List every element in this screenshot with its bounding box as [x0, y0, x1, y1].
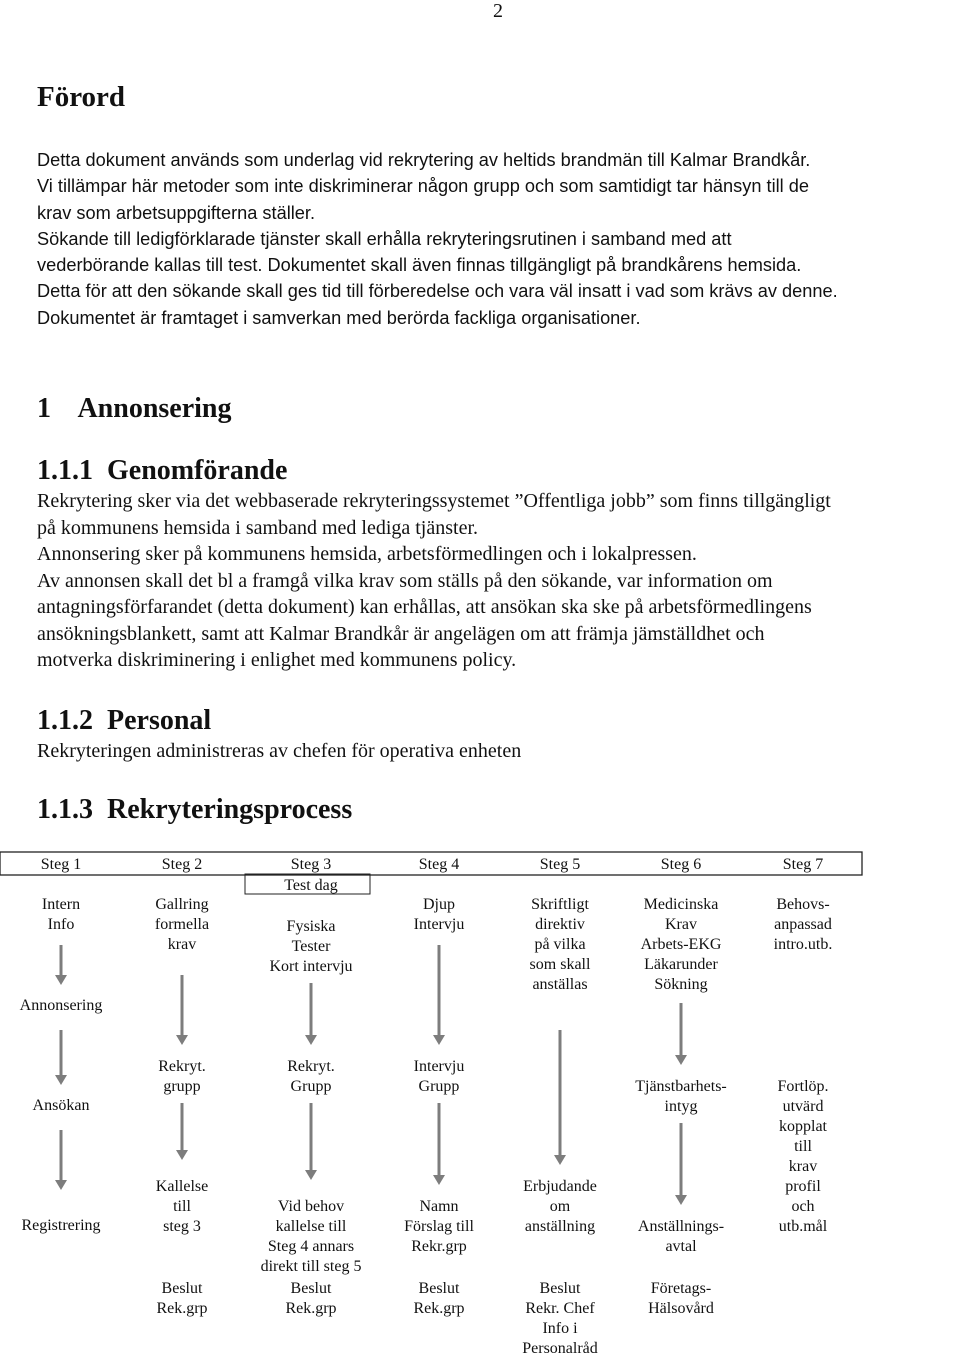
cell-line: anpassad — [774, 916, 832, 933]
cell-line: krav — [788, 1158, 818, 1175]
cell-line: anställas — [532, 976, 588, 993]
arrow-down-icon — [55, 1075, 67, 1085]
step7-behovsanpassad — [774, 895, 833, 955]
cell-line: Beslut — [161, 1280, 203, 1297]
cell-line: Rekr. Chef — [525, 1300, 595, 1317]
cell-line: och — [791, 1198, 815, 1215]
arrow-down-icon — [305, 1035, 317, 1045]
arrow-group — [55, 945, 687, 1205]
text-line: krav som arbetsuppgifterna ställer. — [37, 202, 315, 223]
cell-line: Kallelse — [155, 1178, 209, 1195]
arrow-down-icon — [675, 1195, 687, 1205]
step7-fortlop-utvard — [777, 1077, 828, 1237]
cell-line: Medicinska — [643, 896, 719, 913]
cell-line: utvärd — [782, 1098, 824, 1115]
step-header: Steg 3 — [290, 856, 332, 873]
cell-line: Erbjudande — [523, 1178, 597, 1195]
text-line: ansökningsblankett, samt att Kalmar Brandkår är angelägen om att främja jämställdhet och — [37, 622, 765, 645]
cell-line: Intervju — [413, 1058, 465, 1075]
arrow-down-icon — [55, 1180, 67, 1190]
step6-anstallningsavtal — [638, 1217, 724, 1257]
cell-line: som skall — [529, 956, 591, 973]
step4-beslut — [413, 1279, 464, 1319]
step4-intervju-grupp — [414, 1057, 465, 1097]
cell-line: direktiv — [535, 916, 585, 933]
step5-skriftligt-direktiv — [530, 895, 591, 995]
section-heading-annonsering: 1 Annonsering — [37, 393, 232, 424]
text-line: vederbörande kallas till test. Dokumentet skall även finnas tillgängligt på brandkårens hemsida. — [37, 255, 802, 276]
cell-line: Registrering — [21, 1217, 101, 1234]
cell-line: Gallring — [155, 896, 209, 913]
cell-line: Info i — [542, 1320, 578, 1337]
cell-line: formella — [154, 916, 210, 933]
step6-medicinska-krav — [641, 895, 722, 995]
cell-line: Beslut — [418, 1280, 460, 1297]
cell-line: Arbets-EKG — [640, 936, 722, 953]
text-line: Sökande till ledigförklarade tjänster skall erhålla rekryteringsrutinen i samband med att — [37, 228, 732, 249]
text-line: på kommunens hemsida i samband med lediga tjänster. — [37, 516, 479, 539]
text-line: Av annonsen skall det bl a framgå vilka krav som ställs på den sökande, var information om — [37, 569, 773, 592]
cell-line: Ansökan — [32, 1097, 90, 1114]
step6-foretagshalsovard — [648, 1279, 714, 1319]
text-line: Detta för att den sökande skall ges tid till förberedelse och vara väl insatt i vad som krävs av denne. — [37, 281, 838, 302]
foreword-heading: Förord — [37, 81, 126, 113]
cell-line: Djup — [423, 896, 455, 913]
cell-line: utb.mål — [778, 1218, 828, 1235]
cell-line: Krav — [665, 916, 697, 933]
section-heading-personal: 1.1.2 Personal — [37, 705, 212, 736]
arrow-down-icon — [433, 1175, 445, 1185]
text-line: Annonsering sker på kommunens hemsida, arbetsförmedlingen och i lokalpressen. — [37, 543, 697, 565]
step5-erbjudande — [523, 1177, 597, 1237]
cell-line: steg 3 — [163, 1218, 201, 1235]
cell-line: profil — [785, 1178, 821, 1195]
cell-line: Grupp — [418, 1078, 460, 1095]
cell-line: avtal — [665, 1238, 697, 1255]
cell-line: Info — [47, 916, 75, 933]
step2-gallring — [155, 895, 209, 955]
cell-line: om — [549, 1198, 571, 1215]
cell-line: Rekr.grp — [411, 1238, 467, 1255]
cell-line: Rekryt. — [158, 1058, 206, 1075]
cell-line: kopplat — [779, 1118, 827, 1135]
cell-line: direkt till steg 5 — [260, 1258, 362, 1275]
cell-line: Tester — [291, 938, 331, 955]
cell-line: intro.utb. — [773, 936, 833, 953]
cell-line: Läkarunder — [644, 956, 718, 973]
cell-line: Beslut — [539, 1280, 581, 1297]
cell-line: Personalråd — [522, 1340, 598, 1357]
arrow-down-icon — [554, 1155, 566, 1165]
step-header: Steg 7 — [782, 856, 824, 873]
cell-line: anställning — [524, 1218, 596, 1235]
cell-line: till — [173, 1198, 191, 1215]
cell-line: Sökning — [654, 976, 708, 993]
cell-line: intyg — [664, 1098, 698, 1115]
cell-line: Test dag — [284, 877, 338, 894]
cell-line: Vid behov — [277, 1198, 345, 1215]
step2-rekryt-grupp — [158, 1057, 206, 1097]
step2-beslut — [156, 1279, 207, 1319]
step1-intern-info — [42, 895, 80, 935]
cell-line: Anställnings- — [637, 1218, 725, 1235]
step-header: Steg 4 — [418, 856, 460, 873]
cell-line: Förslag till — [404, 1218, 474, 1235]
step1-ansokan — [33, 1096, 90, 1116]
cell-line: Beslut — [290, 1280, 332, 1297]
text-line: Detta dokument används som underlag vid rekrytering av heltids brandmän till Kalmar Brandkår. — [37, 150, 811, 170]
arrow-down-icon — [176, 1035, 188, 1045]
cell-line: Annonsering — [19, 997, 103, 1014]
step6-tjanstbarhetsintyg — [635, 1077, 727, 1117]
cell-line: Företags- — [650, 1280, 712, 1297]
cell-line: Skriftligt — [531, 896, 589, 913]
step5-beslut — [522, 1279, 598, 1359]
cell-line: Rek.grp — [413, 1300, 465, 1317]
cell-line: Grupp — [290, 1078, 332, 1095]
text-line: Dokumentet är framtaget i samverkan med berörda fackliga organisationer. — [37, 307, 641, 328]
step1-annonsering — [20, 996, 103, 1016]
step2-kallelse — [156, 1177, 208, 1237]
section-heading-genomforande: 1.1.1 Genomförande — [37, 455, 288, 486]
step3-vid-behov — [261, 1197, 362, 1277]
arrow-down-icon — [176, 1150, 188, 1160]
text-line: Rekrytering sker via det webbaserade rekryteringssystemet ”Offentliga jobb” som finns tillgängligt — [37, 490, 831, 512]
cell-line: krav — [167, 936, 197, 953]
cell-line: Hälsovård — [648, 1300, 714, 1317]
text-line: antagningsförfarandet (detta dokument) kan erhållas, att ansökan ska ske på arbetsförmedlingens — [37, 596, 812, 618]
cell-line: grupp — [163, 1078, 201, 1095]
step-header: Steg 2 — [161, 856, 203, 873]
cell-line: Kort intervju — [269, 958, 353, 975]
step3-fysiska-tester — [269, 917, 352, 977]
cell-line: Rekryt. — [287, 1058, 335, 1075]
cell-line: Intern — [41, 896, 81, 913]
arrow-down-icon — [675, 1055, 687, 1065]
step-header: Steg 5 — [539, 856, 581, 873]
cell-line: Behovs- — [776, 896, 830, 913]
cell-line: Fortlöp. — [777, 1078, 829, 1095]
step1-registrering — [21, 1216, 100, 1236]
step4-djup-intervju — [414, 895, 465, 935]
text-line: motverka diskriminering i enlighet med kommunens policy. — [37, 649, 517, 671]
step4-namn-forslag — [404, 1197, 474, 1257]
section-heading-rekryteringsprocess: 1.1.3 Rekryteringsprocess — [37, 794, 353, 825]
text-line: Rekryteringen administreras av chefen för operativa enheten — [37, 740, 522, 762]
cell-line: Steg 4 annars — [267, 1238, 355, 1255]
cell-line: Rek.grp — [285, 1300, 337, 1317]
cell-line: Namn — [419, 1198, 459, 1215]
step-header: Steg 1 — [40, 856, 82, 873]
cell-line: på vilka — [534, 936, 586, 953]
step3-test-dag — [284, 876, 338, 896]
cell-line: Tjänstbarhets- — [635, 1078, 727, 1095]
step-header: Steg 6 — [660, 856, 702, 873]
text-line: Vi tillämpar här metoder som inte diskriminerar någon grupp och som samtidigt tar hänsyn till de — [37, 176, 809, 197]
cell-line: kallelse till — [275, 1218, 347, 1235]
arrow-down-icon — [55, 975, 67, 985]
cell-line: Rek.grp — [156, 1300, 208, 1317]
step3-rekryt-grupp — [287, 1057, 335, 1097]
cell-line: Fysiska — [286, 918, 336, 935]
cell-line: Intervju — [413, 916, 465, 933]
arrow-down-icon — [433, 1035, 445, 1045]
cell-line: till — [794, 1138, 812, 1155]
page-number: 2 — [493, 0, 503, 22]
arrow-down-icon — [305, 1170, 317, 1180]
step3-beslut — [285, 1279, 336, 1319]
